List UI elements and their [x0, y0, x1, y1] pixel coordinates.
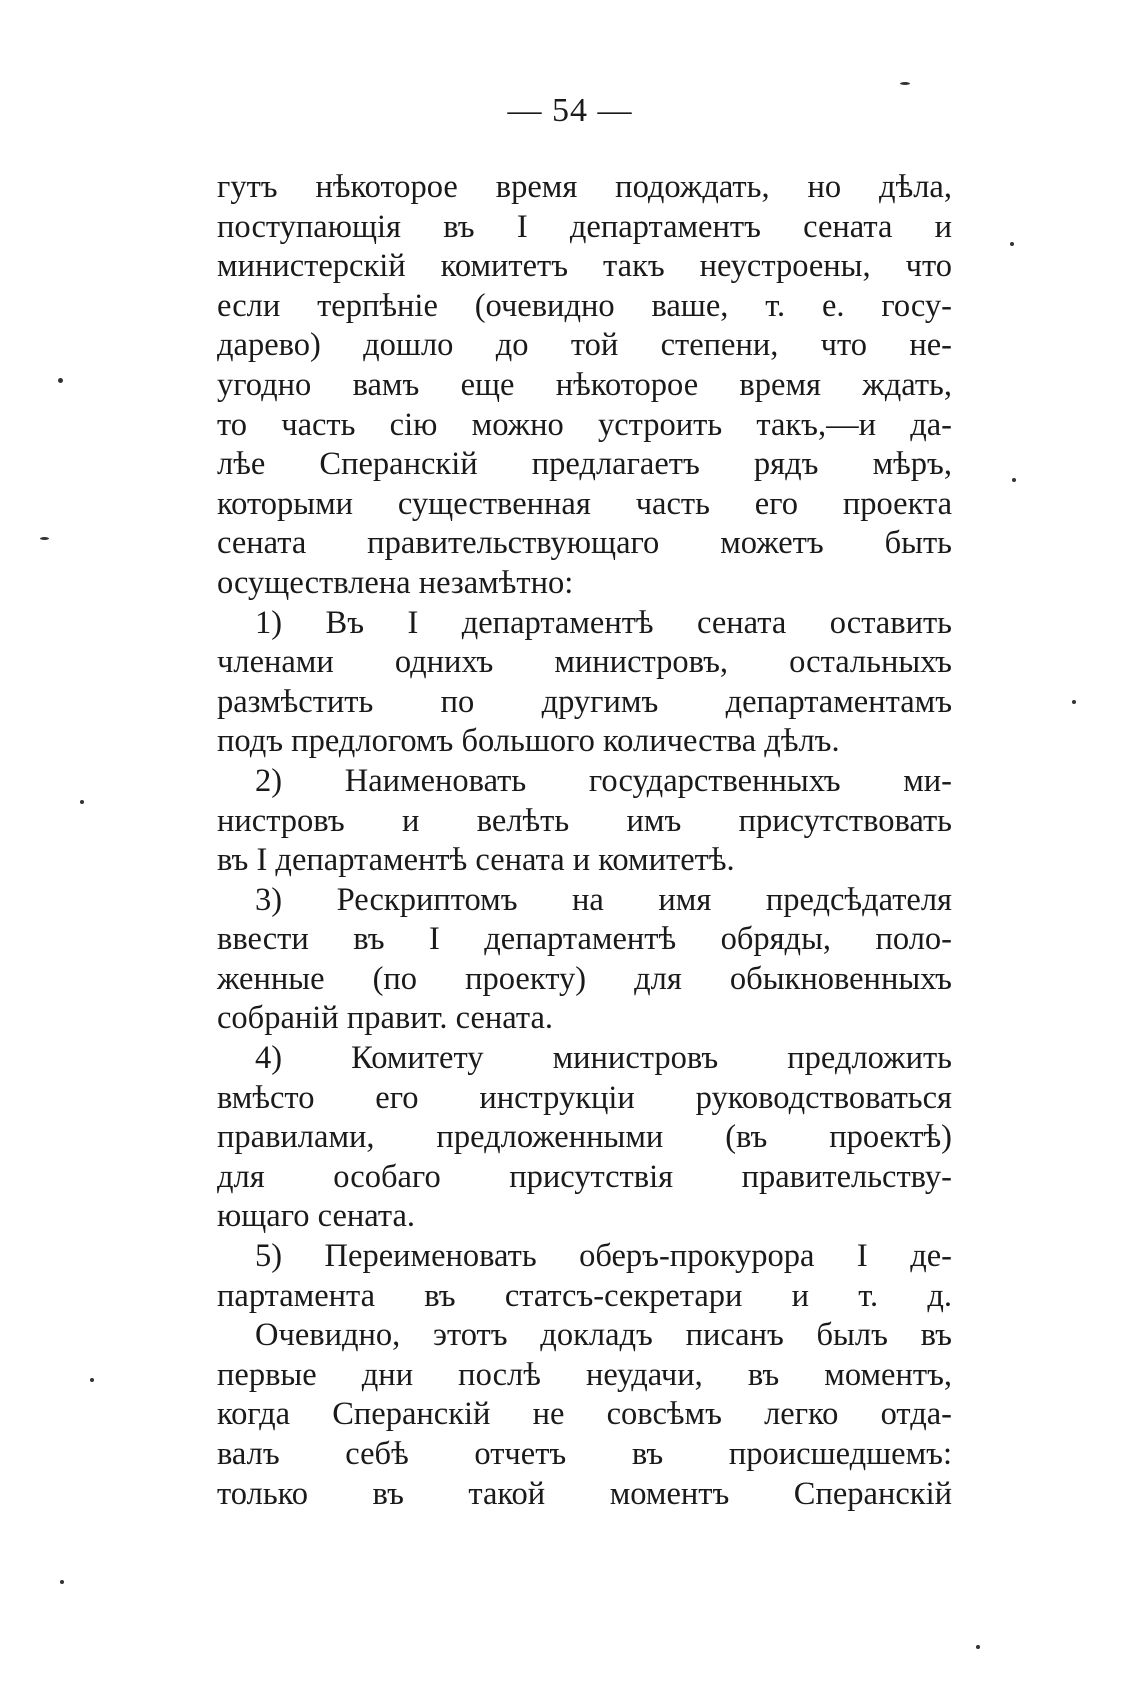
- text-line: дарево) дошло до той степени, что не-: [217, 327, 952, 364]
- page-number: — 54 —: [507, 92, 633, 129]
- text-line: 2) Наименовать государственныхъ ми-: [255, 762, 952, 799]
- scan-speck: [80, 800, 84, 804]
- scan-speck: [40, 537, 49, 540]
- text-line: когда Сперанскій не совсѣмъ легко отда-: [217, 1396, 952, 1433]
- text-line: 1) Въ I департаментѣ сената оставить: [255, 604, 952, 641]
- text-line: ввести въ I департаментѣ обряды, поло-: [217, 921, 952, 958]
- text-line: лѣе Сперанскій предлагаетъ рядъ мѣръ,: [217, 446, 952, 483]
- body-text: [217, 168, 952, 1514]
- text-line: осуществлена незамѣтно:: [217, 564, 574, 601]
- scan-speck: [1010, 242, 1014, 246]
- text-line: сената правительствующаго можетъ быть: [217, 525, 952, 562]
- text-line: Очевидно, этотъ докладъ писанъ былъ въ: [255, 1317, 952, 1354]
- text-line: 3) Рескриптомъ на имя предсѣдателя: [255, 881, 952, 918]
- text-line: партамента въ статсъ-секретари и т. д.: [217, 1277, 952, 1314]
- text-line: собраній правит. сената.: [217, 1000, 554, 1037]
- scan-speck: [1072, 700, 1076, 704]
- text-line: то часть сію можно устроить такъ,—и да-: [217, 406, 952, 443]
- text-line: подъ предлогомъ большого количества дѣлъ.: [217, 723, 840, 760]
- scan-speck: [60, 1580, 64, 1584]
- text-line: членами однихъ министровъ, остальныхъ: [217, 644, 952, 681]
- text-line: женные (по проекту) для обыкновенныхъ: [217, 960, 952, 997]
- scan-speck: [900, 82, 910, 85]
- text-line: если терпѣніе (очевидно ваше, т. е. госу-: [217, 287, 952, 324]
- scan-speck: [58, 378, 63, 383]
- text-line: 5) Переименовать оберъ-прокурора I де-: [255, 1238, 952, 1275]
- text-line: которыми существенная часть его проекта: [217, 485, 952, 522]
- text-line: правилами, предложенными (въ проектѣ): [217, 1119, 952, 1156]
- text-line: размѣстить по другимъ департаментамъ: [217, 683, 952, 720]
- text-line: гутъ нѣкоторое время подождать, но дѣла,: [217, 169, 952, 205]
- text-line: въ I департаментѣ сената и комитетѣ.: [217, 842, 735, 879]
- text-line: министерскій комитетъ такъ неустроены, что: [217, 248, 952, 285]
- scan-speck: [90, 1378, 94, 1382]
- text-line: нистровъ и велѣть имъ присутствовать: [217, 802, 952, 839]
- scan-speck: [1012, 478, 1016, 482]
- text-line: вмѣсто его инструкціи руководствоваться: [217, 1079, 952, 1116]
- text-line: ющаго сената.: [217, 1198, 415, 1235]
- text-line: угодно вамъ еще нѣкоторое время ждать,: [217, 366, 952, 403]
- text-line: 4) Комитету министровъ предложить: [255, 1040, 952, 1077]
- text-line: только въ такой моментъ Сперанскій: [217, 1475, 952, 1512]
- scan-speck: [976, 1645, 980, 1649]
- text-line: поступающія въ I департаментъ сената и: [217, 208, 952, 245]
- text-line: первые дни послѣ неудачи, въ моментъ,: [217, 1356, 952, 1393]
- text-line: валъ себѣ отчетъ въ происшедшемъ:: [217, 1436, 952, 1472]
- text-line: для особаго присутствія правительству-: [217, 1158, 952, 1195]
